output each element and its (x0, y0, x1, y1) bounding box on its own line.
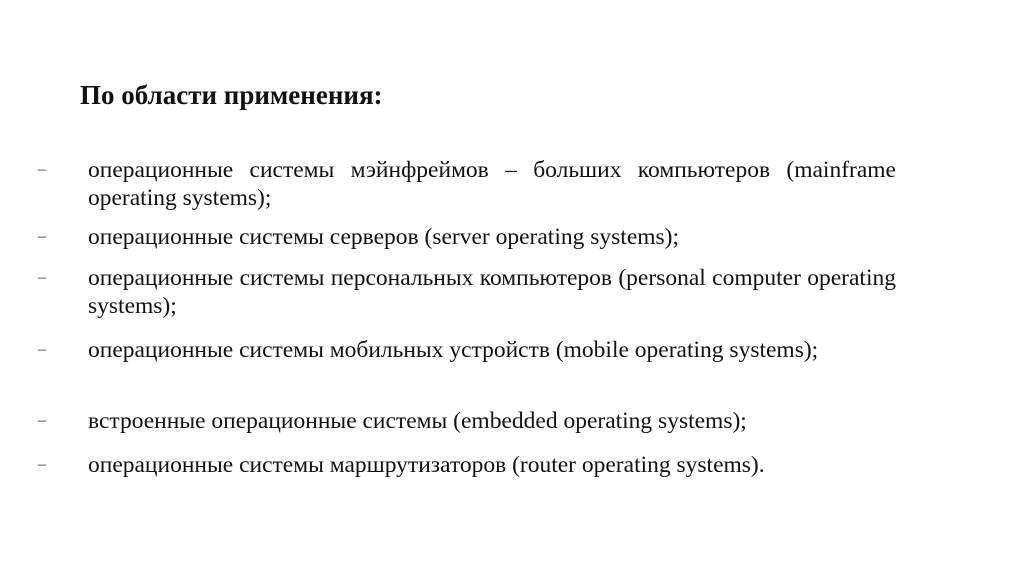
list-item (38, 264, 896, 320)
list-item-text: операционные системы маршрутизаторов (router operating systems). (88, 452, 765, 478)
dash-bullet-icon: – (38, 161, 46, 178)
dash-bullet-icon: – (38, 412, 46, 429)
dash-bullet-icon: – (38, 341, 46, 358)
list-item-text: операционные системы мэйнфреймов – больших компьютеров (mainframe operating systems); (88, 157, 896, 211)
list-item (38, 451, 896, 479)
slide-title: По области применения: (80, 80, 383, 110)
dash-bullet-icon: – (38, 456, 46, 473)
list-item-text: встроенные операционные системы (embedded operating systems); (88, 408, 747, 434)
list-item (38, 336, 896, 364)
list-item-text: операционные системы серверов (server operating systems); (88, 224, 680, 250)
dash-bullet-icon: – (38, 269, 46, 286)
dash-bullet-icon: – (38, 228, 46, 245)
list-item-text: операционные системы персональных компьютеров (personal computer operating systems); (88, 265, 896, 319)
list-item (38, 223, 896, 251)
list-item (38, 156, 896, 212)
list-item (38, 407, 896, 435)
list-item-text: операционные системы мобильных устройств (mobile operating systems); (88, 337, 819, 363)
